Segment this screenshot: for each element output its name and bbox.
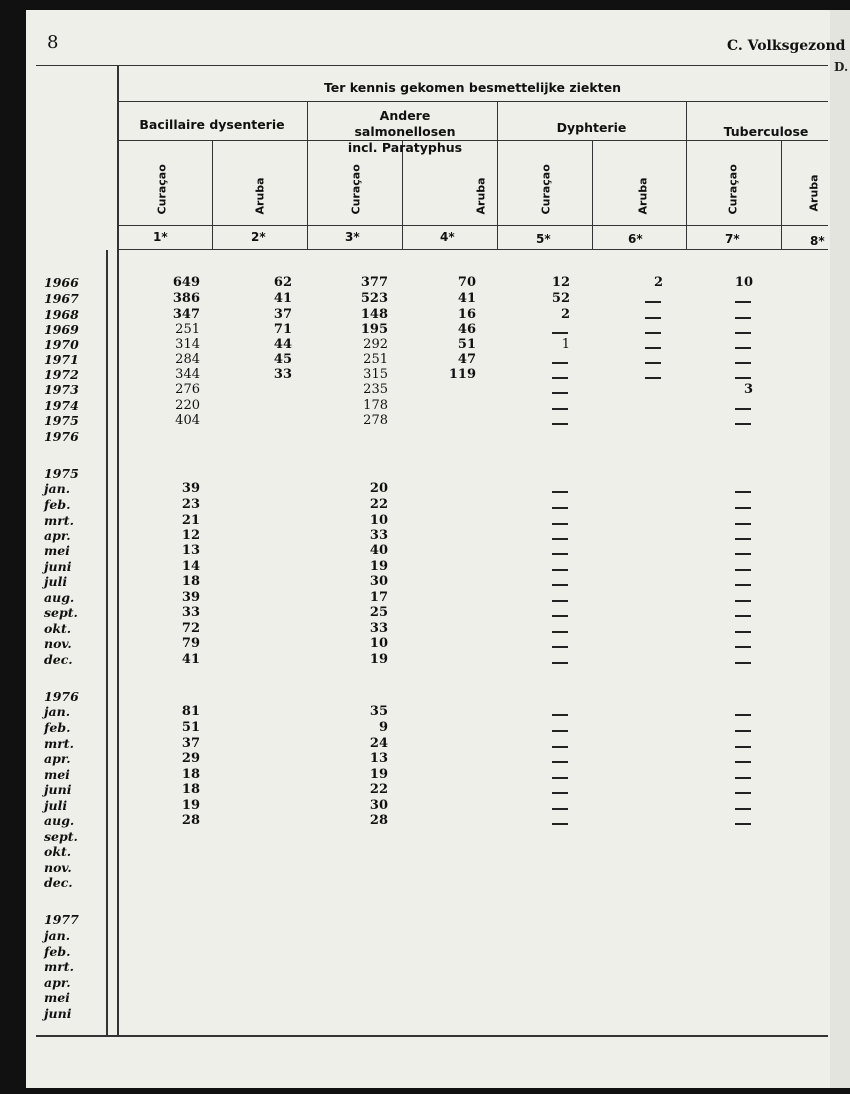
adjacent-page-strip bbox=[830, 10, 850, 1088]
row-label: nov. bbox=[44, 860, 72, 875]
nil-dash bbox=[735, 808, 751, 810]
nil-dash bbox=[552, 662, 568, 664]
column-number: 2* bbox=[251, 230, 266, 244]
cell-value: 523 bbox=[360, 291, 388, 306]
cell-value: 2 bbox=[653, 275, 663, 290]
nil-dash bbox=[552, 423, 568, 425]
row-label: 1977 bbox=[44, 912, 79, 927]
subcol-divider bbox=[402, 140, 403, 249]
cell-value: 62 bbox=[273, 275, 292, 290]
nil-dash bbox=[552, 362, 568, 364]
nil-dash bbox=[735, 332, 751, 334]
cell-value: 292 bbox=[363, 337, 388, 352]
cell-value: 19 bbox=[369, 652, 388, 667]
subcol-header: Curaçao bbox=[539, 164, 553, 215]
cell-value: 9 bbox=[378, 720, 388, 735]
nil-dash bbox=[735, 730, 751, 732]
cell-value: 33 bbox=[273, 367, 292, 382]
cell-value: 12 bbox=[551, 275, 570, 290]
header-rule-2 bbox=[117, 140, 828, 141]
row-label: 1968 bbox=[44, 307, 79, 322]
cell-value: 46 bbox=[457, 322, 476, 337]
nil-dash bbox=[552, 823, 568, 825]
subcol-divider bbox=[212, 140, 213, 249]
cell-value: 314 bbox=[175, 337, 200, 352]
top-rule bbox=[36, 65, 828, 66]
cell-value: 178 bbox=[363, 398, 388, 413]
cell-value: 3 bbox=[743, 382, 753, 397]
row-label: feb. bbox=[44, 720, 71, 735]
row-label: juni bbox=[44, 1006, 72, 1021]
cell-value: 22 bbox=[369, 497, 388, 512]
nil-dash bbox=[552, 408, 568, 410]
cell-value: 33 bbox=[369, 621, 388, 636]
cell-value: 18 bbox=[181, 767, 200, 782]
nil-dash bbox=[552, 507, 568, 509]
row-label: mei bbox=[44, 767, 70, 782]
nil-dash bbox=[552, 730, 568, 732]
row-label: 1975 bbox=[44, 466, 79, 481]
row-label: 1971 bbox=[44, 352, 79, 367]
cell-value: 251 bbox=[175, 322, 200, 337]
row-label: 1972 bbox=[44, 367, 79, 382]
cell-value: 17 bbox=[369, 590, 388, 605]
nil-dash bbox=[735, 347, 751, 349]
row-label: mrt. bbox=[44, 513, 74, 528]
nil-dash bbox=[735, 301, 751, 303]
cell-value: 1 bbox=[561, 337, 570, 352]
group-header-dyphterie: Dyphterie bbox=[556, 120, 627, 135]
nil-dash bbox=[735, 646, 751, 648]
row-label: apr. bbox=[44, 975, 71, 990]
row-label: 1973 bbox=[44, 382, 79, 397]
subcol-header: Aruba bbox=[636, 177, 650, 215]
cell-value: 30 bbox=[369, 798, 388, 813]
cell-value: 18 bbox=[181, 782, 200, 797]
cell-value: 19 bbox=[369, 767, 388, 782]
row-label: mei bbox=[44, 990, 70, 1005]
nil-dash bbox=[552, 377, 568, 379]
cell-value: 79 bbox=[181, 636, 200, 651]
cell-value: 72 bbox=[181, 621, 200, 636]
cell-value: 2 bbox=[560, 307, 570, 322]
cell-value: 315 bbox=[363, 367, 388, 382]
cell-value: 14 bbox=[181, 559, 200, 574]
row-label: aug. bbox=[44, 813, 75, 828]
cell-value: 13 bbox=[181, 543, 200, 558]
row-label: dec. bbox=[44, 652, 73, 667]
nil-dash bbox=[735, 423, 751, 425]
column-number: 1* bbox=[153, 230, 168, 244]
nil-dash bbox=[552, 646, 568, 648]
cell-value: 10 bbox=[734, 275, 753, 290]
column-number: 6* bbox=[628, 232, 643, 246]
row-label: 1967 bbox=[44, 291, 79, 306]
row-label: 1975 bbox=[44, 413, 79, 428]
cell-value: 71 bbox=[273, 322, 292, 337]
cell-value: 28 bbox=[181, 813, 200, 828]
nil-dash bbox=[735, 553, 751, 555]
cell-value: 21 bbox=[181, 513, 200, 528]
subcol-header: Aruba bbox=[253, 177, 267, 215]
subcol-header: Curaçao bbox=[726, 164, 740, 215]
row-label: 1970 bbox=[44, 337, 79, 352]
row-label: nov. bbox=[44, 636, 72, 651]
row-label: apr. bbox=[44, 528, 71, 543]
cell-value: 10 bbox=[369, 636, 388, 651]
nil-dash bbox=[645, 347, 661, 349]
cell-value: 30 bbox=[369, 574, 388, 589]
subcol-header: Aruba bbox=[807, 174, 821, 212]
row-label: aug. bbox=[44, 590, 75, 605]
row-label: feb. bbox=[44, 497, 71, 512]
cell-value: 649 bbox=[172, 275, 200, 290]
nil-dash bbox=[552, 491, 568, 493]
cell-value: 251 bbox=[363, 352, 388, 367]
row-label: okt. bbox=[44, 844, 72, 859]
nil-dash bbox=[645, 317, 661, 319]
cell-value: 25 bbox=[369, 605, 388, 620]
nil-dash bbox=[645, 332, 661, 334]
subcol-header: Curaçao bbox=[155, 164, 169, 215]
nil-dash bbox=[645, 301, 661, 303]
nil-dash bbox=[735, 523, 751, 525]
nil-dash bbox=[735, 569, 751, 571]
adjacent-page-text: D. bbox=[834, 60, 849, 74]
cell-value: 195 bbox=[360, 322, 388, 337]
row-label: jan. bbox=[44, 704, 71, 719]
cell-value: 20 bbox=[369, 481, 388, 496]
row-label: juni bbox=[44, 782, 72, 797]
cell-value: 22 bbox=[369, 782, 388, 797]
row-label: jan. bbox=[44, 481, 71, 496]
nil-dash bbox=[735, 600, 751, 602]
cell-value: 41 bbox=[181, 652, 200, 667]
nil-dash bbox=[735, 792, 751, 794]
cell-value: 386 bbox=[172, 291, 200, 306]
nil-dash bbox=[552, 777, 568, 779]
nil-dash bbox=[552, 631, 568, 633]
cell-value: 344 bbox=[175, 367, 200, 382]
cell-value: 44 bbox=[273, 337, 292, 352]
nil-dash bbox=[552, 808, 568, 810]
nil-dash bbox=[552, 553, 568, 555]
cell-value: 39 bbox=[181, 481, 200, 496]
page-number: 8 bbox=[47, 32, 59, 53]
subcol-divider bbox=[781, 140, 782, 249]
cell-value: 12 bbox=[181, 528, 200, 543]
row-label: 1976 bbox=[44, 429, 79, 444]
nil-dash bbox=[552, 792, 568, 794]
nil-dash bbox=[735, 761, 751, 763]
section-title: C. Volksgezond bbox=[727, 38, 846, 54]
cell-value: 278 bbox=[363, 413, 388, 428]
nil-dash bbox=[552, 600, 568, 602]
cell-value: 19 bbox=[181, 798, 200, 813]
cell-value: 148 bbox=[360, 307, 388, 322]
nil-dash bbox=[735, 408, 751, 410]
cell-value: 40 bbox=[369, 543, 388, 558]
group-header-dysenterie: Bacillaire dysenterie bbox=[139, 117, 285, 132]
nil-dash bbox=[552, 392, 568, 394]
cell-value: 220 bbox=[175, 398, 200, 413]
cell-value: 81 bbox=[181, 704, 200, 719]
row-label: juli bbox=[44, 574, 68, 589]
nil-dash bbox=[735, 746, 751, 748]
nil-dash bbox=[552, 746, 568, 748]
nil-dash bbox=[735, 631, 751, 633]
row-label: apr. bbox=[44, 751, 71, 766]
cell-value: 284 bbox=[175, 352, 200, 367]
subcol-header: Aruba bbox=[474, 177, 488, 215]
row-label: 1974 bbox=[44, 398, 79, 413]
column-number: 3* bbox=[345, 230, 360, 244]
cell-value: 23 bbox=[181, 497, 200, 512]
group-header-salmonellosen: Andere salmonellosen incl. Paratyphus bbox=[347, 108, 463, 155]
cell-value: 37 bbox=[181, 736, 200, 751]
table-super-header: Ter kennis gekomen besmettelijke ziekten bbox=[323, 80, 622, 95]
subcol-header: Curaçao bbox=[349, 164, 363, 215]
row-label: mrt. bbox=[44, 736, 74, 751]
cell-value: 235 bbox=[363, 382, 388, 397]
nil-dash bbox=[552, 615, 568, 617]
cell-value: 70 bbox=[457, 275, 476, 290]
cell-value: 404 bbox=[175, 413, 200, 428]
nil-dash bbox=[552, 714, 568, 716]
cell-value: 18 bbox=[181, 574, 200, 589]
nil-dash bbox=[735, 362, 751, 364]
cell-value: 41 bbox=[273, 291, 292, 306]
header-rule-3 bbox=[117, 225, 828, 226]
nil-dash bbox=[552, 538, 568, 540]
nil-dash bbox=[735, 615, 751, 617]
nil-dash bbox=[552, 332, 568, 334]
cell-value: 51 bbox=[181, 720, 200, 735]
row-label: sept. bbox=[44, 829, 78, 844]
row-label: mrt. bbox=[44, 959, 74, 974]
row-label: juli bbox=[44, 798, 68, 813]
row-label: feb. bbox=[44, 944, 71, 959]
stub-inner-rule bbox=[106, 250, 108, 1035]
nil-dash bbox=[552, 569, 568, 571]
cell-value: 10 bbox=[369, 513, 388, 528]
nil-dash bbox=[735, 317, 751, 319]
nil-dash bbox=[735, 377, 751, 379]
nil-dash bbox=[645, 377, 661, 379]
nil-dash bbox=[735, 491, 751, 493]
cell-value: 29 bbox=[181, 751, 200, 766]
nil-dash bbox=[552, 761, 568, 763]
cell-value: 16 bbox=[457, 307, 476, 322]
stub-column-rule bbox=[117, 65, 119, 1035]
cell-value: 33 bbox=[181, 605, 200, 620]
row-label: dec. bbox=[44, 875, 73, 890]
cell-value: 119 bbox=[448, 367, 476, 382]
nil-dash bbox=[735, 584, 751, 586]
row-label: 1966 bbox=[44, 275, 79, 290]
nil-dash bbox=[552, 584, 568, 586]
nil-dash bbox=[735, 538, 751, 540]
cell-value: 45 bbox=[273, 352, 292, 367]
header-rule-1 bbox=[117, 101, 828, 102]
cell-value: 37 bbox=[273, 307, 292, 322]
cell-value: 41 bbox=[457, 291, 476, 306]
nil-dash bbox=[645, 362, 661, 364]
cell-value: 28 bbox=[369, 813, 388, 828]
cell-value: 347 bbox=[172, 307, 200, 322]
row-label: mei bbox=[44, 543, 70, 558]
column-number: 7* bbox=[725, 232, 740, 246]
subcol-divider bbox=[592, 140, 593, 249]
nil-dash bbox=[735, 507, 751, 509]
row-label: sept. bbox=[44, 605, 78, 620]
cell-value: 24 bbox=[369, 736, 388, 751]
bottom-rule bbox=[36, 1035, 828, 1037]
cell-value: 52 bbox=[551, 291, 570, 306]
cell-value: 39 bbox=[181, 590, 200, 605]
column-number: 4* bbox=[440, 230, 455, 244]
cell-value: 377 bbox=[360, 275, 388, 290]
cell-value: 51 bbox=[457, 337, 476, 352]
cell-value: 35 bbox=[369, 704, 388, 719]
group-header-tuberculose: Tuberculose bbox=[723, 124, 809, 139]
row-label: okt. bbox=[44, 621, 72, 636]
cell-value: 33 bbox=[369, 528, 388, 543]
row-label: 1969 bbox=[44, 322, 79, 337]
nil-dash bbox=[552, 523, 568, 525]
header-rule-4 bbox=[117, 249, 828, 250]
nil-dash bbox=[735, 714, 751, 716]
group-divider bbox=[307, 101, 308, 249]
cell-value: 13 bbox=[369, 751, 388, 766]
nil-dash bbox=[735, 777, 751, 779]
cell-value: 276 bbox=[175, 382, 200, 397]
row-label: jan. bbox=[44, 928, 71, 943]
row-label: juni bbox=[44, 559, 72, 574]
column-number: 5* bbox=[536, 232, 551, 246]
document-page bbox=[26, 10, 830, 1088]
row-label: 1976 bbox=[44, 689, 79, 704]
column-number: 8* bbox=[810, 234, 825, 248]
cell-value: 47 bbox=[457, 352, 476, 367]
nil-dash bbox=[735, 662, 751, 664]
cell-value: 19 bbox=[369, 559, 388, 574]
nil-dash bbox=[735, 823, 751, 825]
